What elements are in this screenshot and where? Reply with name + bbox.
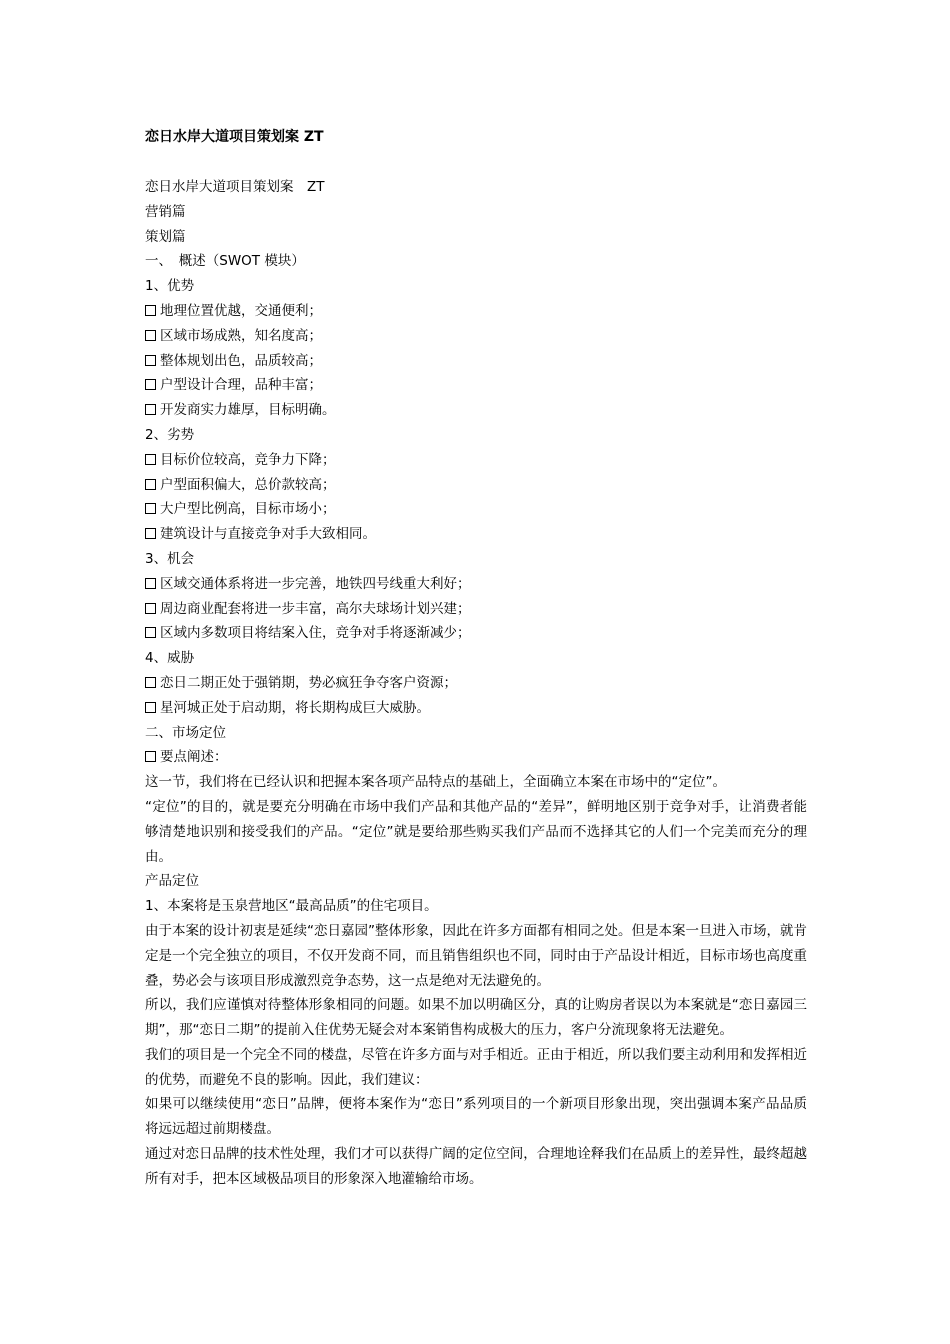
heading-product-positioning: 产品定位 — [145, 873, 199, 890]
paragraph: “定位”的目的，就是要充分明确在市场中我们产品和其他产品的“差异”，鲜明地区别于竞争对手，让消费者能够清楚地识别和接受我们的产品。“定位”就是要给那些购买我们产品而不选择其它的人们一个完美而充分的理由。 — [145, 798, 807, 865]
heading-threats: 4、威胁 — [145, 650, 195, 667]
paragraph: 所以，我们应谨慎对待整体形象相同的问题。如果不加以明确区分，真的让购房者误以为本案就是“恋日嘉园三期”，那“恋日二期”的提前入住优势无疑会对本案销售构成极大的压力，客户分流现象将无法避免。 — [145, 997, 807, 1039]
checkbox-icon — [145, 305, 156, 316]
threat-item: 恋日二期正处于强销期，势必疯狂争夺客户资源； — [145, 671, 807, 696]
opportunity-item: 周边商业配套将进一步丰富，高尔夫球场计划兴建； — [145, 597, 807, 622]
checkbox-icon — [145, 677, 156, 688]
heading-market-positioning: 二、市场定位 — [145, 724, 226, 741]
threat-item: 星河城正处于启动期，将长期构成巨大威胁。 — [145, 696, 807, 721]
paragraph: 如果可以继续使用“恋日”品牌，便将本案作为“恋日”系列项目的一个新项目形象出现，突出强调本案产品品质将远远超过前期楼盘。 — [145, 1096, 807, 1138]
section-planning: 策划篇 — [145, 228, 186, 245]
checkbox-icon — [145, 379, 156, 390]
checkbox-icon — [145, 528, 156, 539]
checkbox-icon — [145, 355, 156, 366]
paragraph: 这一节，我们将在已经认识和把握本案各项产品特点的基础上，全面确立本案在市场中的“定位”。 — [145, 774, 726, 791]
opportunity-item: 区域交通体系将进一步完善，地铁四号线重大利好； — [145, 572, 807, 597]
checkbox-icon — [145, 751, 156, 762]
heading-opportunities: 3、机会 — [145, 550, 195, 567]
checkbox-icon — [145, 578, 156, 589]
section-marketing: 营销篇 — [145, 203, 186, 220]
paragraph: 我们的项目是一个完全不同的楼盘，尽管在许多方面与对手相近。正由于相近，所以我们要主动利用和发挥相近的优势，而避免不良的影响。因此，我们建议： — [145, 1046, 807, 1088]
checkbox-icon — [145, 702, 156, 713]
heading-strengths: 1、优势 — [145, 278, 195, 295]
key-points-item: 要点阐述： — [145, 745, 807, 770]
weakness-item: 户型面积偏大，总价款较高； — [145, 473, 807, 498]
checkbox-icon — [145, 603, 156, 614]
heading-overview: 一、 概述（SWOT 模块） — [145, 253, 305, 270]
weakness-item: 大户型比例高，目标市场小； — [145, 497, 807, 522]
paragraph: 通过对恋日品牌的技术性处理，我们才可以获得广阔的定位空间，合理地诠释我们在品质上的差异性，最终超越所有对手，把本区域极品项目的形象深入地灌输给市场。 — [145, 1146, 807, 1187]
strength-item: 整体规划出色，品质较高； — [145, 349, 807, 374]
heading-weaknesses: 2、劣势 — [145, 426, 195, 443]
paragraph: 由于本案的设计初衷是延续“恋日嘉园”整体形象，因此在许多方面都有相同之处。但是本案一旦进入市场，就肯定是一个完全独立的项目，不仅开发商不同，而且销售组织也不同，同时由于产品设计相近，目标市场也高度重叠，势必会与该项目形成激烈竞争态势，这一点是绝对无法避免的。 — [145, 922, 807, 989]
weakness-item: 目标价位较高，竞争力下降； — [145, 448, 807, 473]
checkbox-icon — [145, 503, 156, 514]
strength-item: 户型设计合理，品种丰富； — [145, 373, 807, 398]
checkbox-icon — [145, 479, 156, 490]
paragraph: 1、本案将是玉泉营地区“最高品质”的住宅项目。 — [145, 898, 438, 915]
opportunity-item: 区域内多数项目将结案入住，竞争对手将逐渐减少； — [145, 621, 807, 646]
document-body — [145, 175, 807, 1192]
strength-item: 区域市场成熟，知名度高； — [145, 324, 807, 349]
checkbox-icon — [145, 404, 156, 415]
strength-item: 开发商实力雄厚，目标明确。 — [145, 398, 807, 423]
strength-item: 地理位置优越，交通便利； — [145, 299, 807, 324]
document-title: 恋日水岸大道项目策划案 ZT — [145, 129, 324, 145]
weakness-item: 建筑设计与直接竞争对手大致相同。 — [145, 522, 807, 547]
checkbox-icon — [145, 454, 156, 465]
checkbox-icon — [145, 330, 156, 341]
checkbox-icon — [145, 627, 156, 638]
subtitle-line: 恋日水岸大道项目策划案 ZT — [145, 179, 325, 195]
